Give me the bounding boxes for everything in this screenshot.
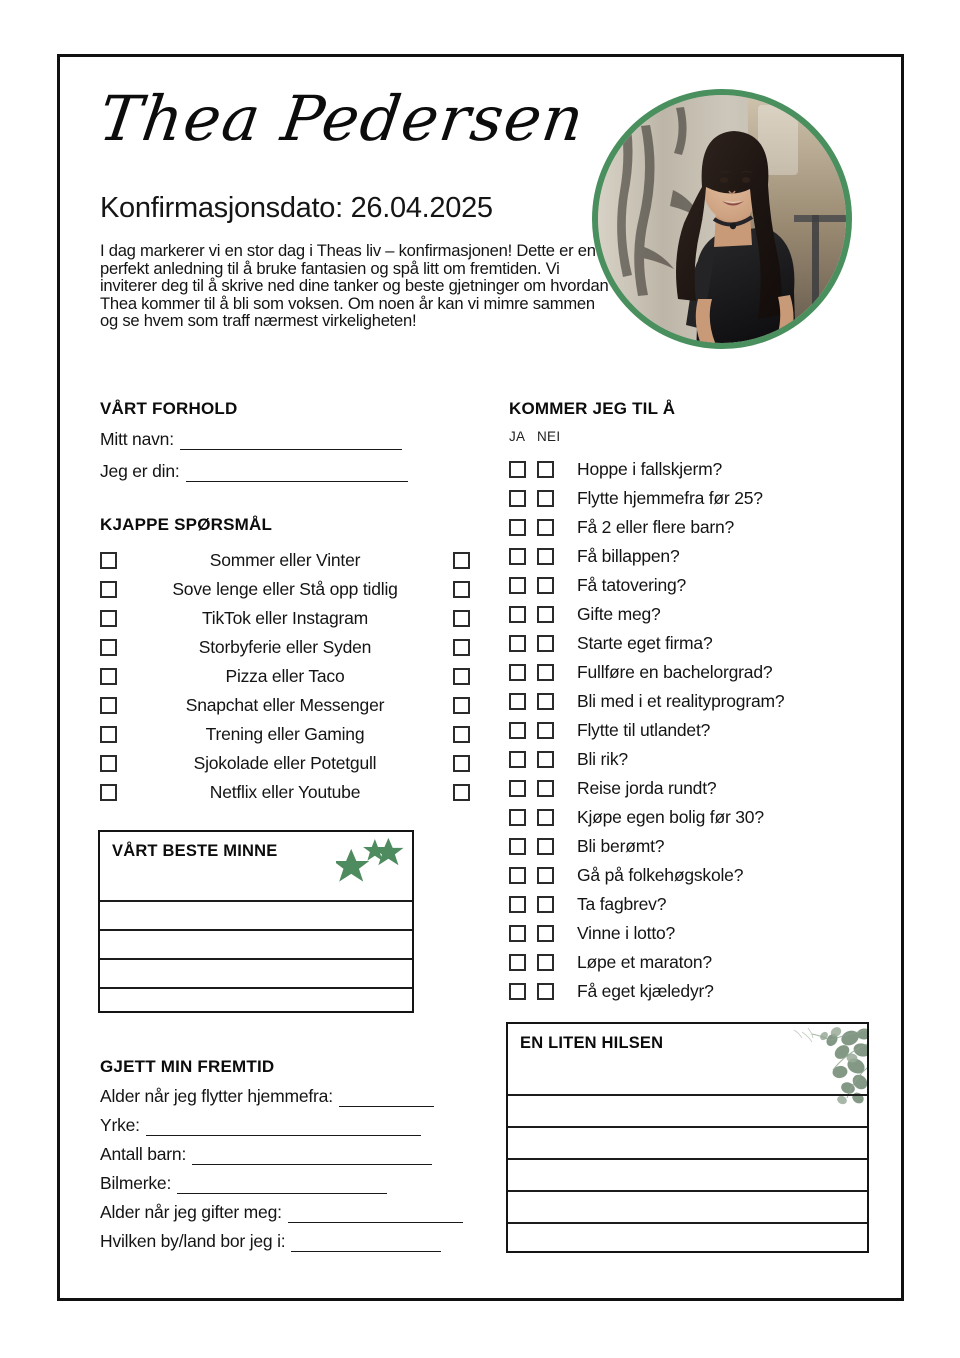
checkbox-yes[interactable] [509, 635, 526, 652]
field-underline[interactable] [339, 1092, 434, 1107]
greeting-line-3[interactable] [508, 1158, 867, 1160]
checkbox-yes[interactable] [509, 606, 526, 623]
checkbox-no[interactable] [537, 983, 554, 1000]
will-i-label: Flytte til utlandet? [577, 720, 711, 740]
memory-line-2[interactable] [100, 929, 412, 931]
checkbox-yes[interactable] [509, 722, 526, 739]
page-border-frame [57, 54, 904, 1301]
checkbox-right[interactable] [453, 668, 470, 685]
checkbox-no[interactable] [537, 809, 554, 826]
checkbox-right[interactable] [453, 639, 470, 656]
guess-future-field[interactable] [100, 1115, 421, 1136]
will-i-row [509, 687, 784, 716]
best-memory-title: VÅRT BESTE MINNE [112, 842, 278, 860]
will-i-label: Få tatovering? [577, 575, 687, 595]
this-or-that-label: TikTok eller Instagram [201, 608, 369, 628]
this-or-that-label: Sommer eller Vinter [209, 550, 361, 570]
this-or-that-label: Trening eller Gaming [205, 724, 365, 744]
will-i-label: Vinne i lotto? [577, 923, 676, 943]
checkbox-yes[interactable] [509, 664, 526, 681]
checkbox-no[interactable] [537, 896, 554, 913]
portrait-photo [598, 95, 846, 343]
will-i-label: Få eget kjæledyr? [577, 981, 714, 1001]
best-memory-box[interactable] [98, 830, 414, 1013]
guess-future-field[interactable] [100, 1086, 434, 1107]
field-label: Alder når jeg gifter meg: [100, 1202, 282, 1222]
section-title-relationship: VÅRT FORHOLD [100, 399, 238, 418]
will-i-row [509, 919, 675, 948]
checkbox-no[interactable] [537, 954, 554, 971]
field-label: Bilmerke: [100, 1173, 172, 1193]
will-i-row [509, 484, 763, 513]
will-i-row [509, 658, 772, 687]
this-or-that-label: Snapchat eller Messenger [185, 695, 385, 715]
checkbox-yes[interactable] [509, 519, 526, 536]
checkbox-yes[interactable] [509, 751, 526, 768]
checkbox-no[interactable] [537, 577, 554, 594]
checkbox-no[interactable] [537, 461, 554, 478]
three-green-stars-icon [336, 836, 406, 894]
will-i-label: Starte eget firma? [577, 633, 713, 653]
checkbox-yes[interactable] [509, 983, 526, 1000]
this-or-that-row [100, 575, 470, 604]
will-i-label: Fullføre en bachelorgrad? [577, 662, 773, 682]
will-i-row [509, 745, 628, 774]
will-i-row [509, 513, 734, 542]
checkbox-yes[interactable] [509, 838, 526, 855]
will-i-row [509, 890, 666, 919]
will-i-row [509, 716, 710, 745]
checkbox-left[interactable] [100, 755, 117, 772]
checkbox-no[interactable] [537, 519, 554, 536]
field-label: Hvilken by/land bor jeg i: [100, 1231, 286, 1251]
checkbox-yes[interactable] [509, 867, 526, 884]
intro-paragraph: I dag markerer vi en stor dag i Theas liv – konfirmasjonen! Dette er en perfekt anledning til å bruke fantasien og spå litt om fremtiden. Vi inviterer deg til å skrive ned dine tanker og beste gjetninger om hvordan Thea kommer til å bli som voksen. Om noen år kan vi mimre sammen og se hvem som traff nærmest virkeligheten! [100, 241, 609, 330]
checkbox-yes[interactable] [509, 809, 526, 826]
this-or-that-row [100, 546, 470, 575]
will-i-row [509, 600, 661, 629]
guess-future-field[interactable] [100, 1144, 432, 1165]
memory-line-3[interactable] [100, 958, 412, 960]
will-i-row [509, 629, 713, 658]
field-label: Yrke: [100, 1115, 140, 1135]
checkbox-yes[interactable] [509, 954, 526, 971]
will-i-label: Bli rik? [577, 749, 628, 769]
checkbox-yes[interactable] [509, 780, 526, 797]
will-i-row [509, 861, 743, 890]
will-i-label: Løpe et maraton? [577, 952, 712, 972]
this-or-that-label: Sjokolade eller Potetgull [193, 753, 377, 773]
checkbox-right[interactable] [453, 784, 470, 801]
checkbox-yes[interactable] [509, 693, 526, 710]
will-i-label: Reise jorda rundt? [577, 778, 717, 798]
will-i-label: Få billappen? [577, 546, 680, 566]
portrait-photo-image [598, 95, 846, 343]
checkbox-yes[interactable] [509, 548, 526, 565]
will-i-label: Ta fagbrev? [577, 894, 667, 914]
this-or-that-row [100, 778, 470, 807]
will-i-row [509, 832, 664, 861]
field-mitt-navn[interactable] [100, 429, 402, 450]
section-title-quick-questions: KJAPPE SPØRSMÅL [100, 515, 273, 534]
field-underline[interactable] [192, 1150, 432, 1165]
this-or-that-label: Netflix eller Youtube [209, 782, 361, 802]
checkbox-left[interactable] [100, 697, 117, 714]
will-i-label: Få 2 eller flere barn? [577, 517, 735, 537]
will-i-row [509, 803, 764, 832]
checkbox-no[interactable] [537, 925, 554, 942]
checkbox-right[interactable] [453, 581, 470, 598]
checkbox-right[interactable] [453, 552, 470, 569]
checkbox-left[interactable] [100, 552, 117, 569]
field-jeg-er-din[interactable] [100, 461, 408, 482]
checkbox-no[interactable] [537, 693, 554, 710]
yes-column-header: JA [509, 429, 526, 444]
greeting-line-4[interactable] [508, 1190, 867, 1192]
will-i-row [509, 571, 686, 600]
this-or-that-row [100, 749, 470, 778]
checkbox-yes[interactable] [509, 896, 526, 913]
confirmation-date: Konfirmasjonsdato: 26.04.2025 [100, 192, 493, 224]
field-underline[interactable] [288, 1208, 463, 1223]
checkbox-left[interactable] [100, 784, 117, 801]
checkbox-no[interactable] [537, 635, 554, 652]
will-i-row [509, 542, 679, 571]
field-underline[interactable] [177, 1179, 387, 1194]
will-i-label: Bli med i et realityprogram? [577, 691, 785, 711]
greeting-title: EN LITEN HILSEN [520, 1034, 664, 1052]
field-underline[interactable] [146, 1121, 421, 1136]
will-i-label: Hoppe i fallskjerm? [577, 459, 723, 479]
portrait-photo-frame [592, 89, 852, 349]
checkbox-yes[interactable] [509, 925, 526, 942]
guess-future-field[interactable] [100, 1202, 463, 1223]
checkbox-no[interactable] [537, 838, 554, 855]
field-label: Antall barn: [100, 1144, 187, 1164]
checkbox-no[interactable] [537, 867, 554, 884]
this-or-that-label: Storbyferie eller Syden [198, 637, 372, 657]
checkbox-right[interactable] [453, 755, 470, 772]
this-or-that-label: Sove lenge eller Stå opp tidlig [172, 579, 398, 599]
field-underline[interactable] [186, 467, 408, 482]
will-i-row [509, 977, 714, 1006]
memory-line-1[interactable] [100, 900, 412, 902]
section-title-guess-future: GJETT MIN FREMTID [100, 1057, 275, 1076]
this-or-that-row [100, 604, 470, 633]
will-i-row [509, 948, 712, 977]
field-label: Jeg er din: [100, 461, 180, 481]
will-i-label: Gå på folkehøgskole? [577, 865, 744, 885]
checkbox-no[interactable] [537, 490, 554, 507]
checkbox-no[interactable] [537, 548, 554, 565]
will-i-row [509, 455, 722, 484]
this-or-that-row [100, 633, 470, 662]
guess-future-field[interactable] [100, 1231, 441, 1252]
checkbox-yes[interactable] [509, 490, 526, 507]
will-i-label: Kjøpe egen bolig før 30? [577, 807, 764, 827]
field-label: Alder når jeg flytter hjemmefra: [100, 1086, 333, 1106]
will-i-label: Flytte hjemmefra før 25? [577, 488, 763, 508]
field-underline[interactable] [291, 1237, 441, 1252]
no-column-header: NEI [537, 429, 561, 444]
checkbox-left[interactable] [100, 726, 117, 743]
checkbox-left[interactable] [100, 581, 117, 598]
checkbox-right[interactable] [453, 697, 470, 714]
will-i-label: Gifte meg? [577, 604, 661, 624]
will-i-row [509, 774, 716, 803]
greeting-line-2[interactable] [508, 1126, 867, 1128]
guess-future-field[interactable] [100, 1173, 387, 1194]
section-title-will-i: KOMMER JEG TIL Å [509, 399, 676, 418]
this-or-that-label: Pizza eller Taco [225, 666, 345, 686]
signature-name: Thea Pedersen [94, 82, 590, 155]
checkbox-no[interactable] [537, 606, 554, 623]
checkbox-right[interactable] [453, 610, 470, 627]
greeting-line-5[interactable] [508, 1222, 867, 1224]
checkbox-no[interactable] [537, 722, 554, 739]
will-i-label: Bli berømt? [577, 836, 665, 856]
memory-line-4[interactable] [100, 987, 412, 989]
checkbox-yes[interactable] [509, 461, 526, 478]
this-or-that-row [100, 720, 470, 749]
field-label: Mitt navn: [100, 429, 174, 449]
checkbox-left[interactable] [100, 639, 117, 656]
checkbox-left[interactable] [100, 668, 117, 685]
checkbox-no[interactable] [537, 664, 554, 681]
checkbox-right[interactable] [453, 726, 470, 743]
checkbox-no[interactable] [537, 751, 554, 768]
checkbox-left[interactable] [100, 610, 117, 627]
greeting-box[interactable] [506, 1022, 869, 1253]
field-underline[interactable] [180, 435, 402, 450]
checkbox-yes[interactable] [509, 577, 526, 594]
this-or-that-row [100, 662, 470, 691]
checkbox-no[interactable] [537, 780, 554, 797]
this-or-that-row [100, 691, 470, 720]
greeting-line-1[interactable] [508, 1094, 867, 1096]
